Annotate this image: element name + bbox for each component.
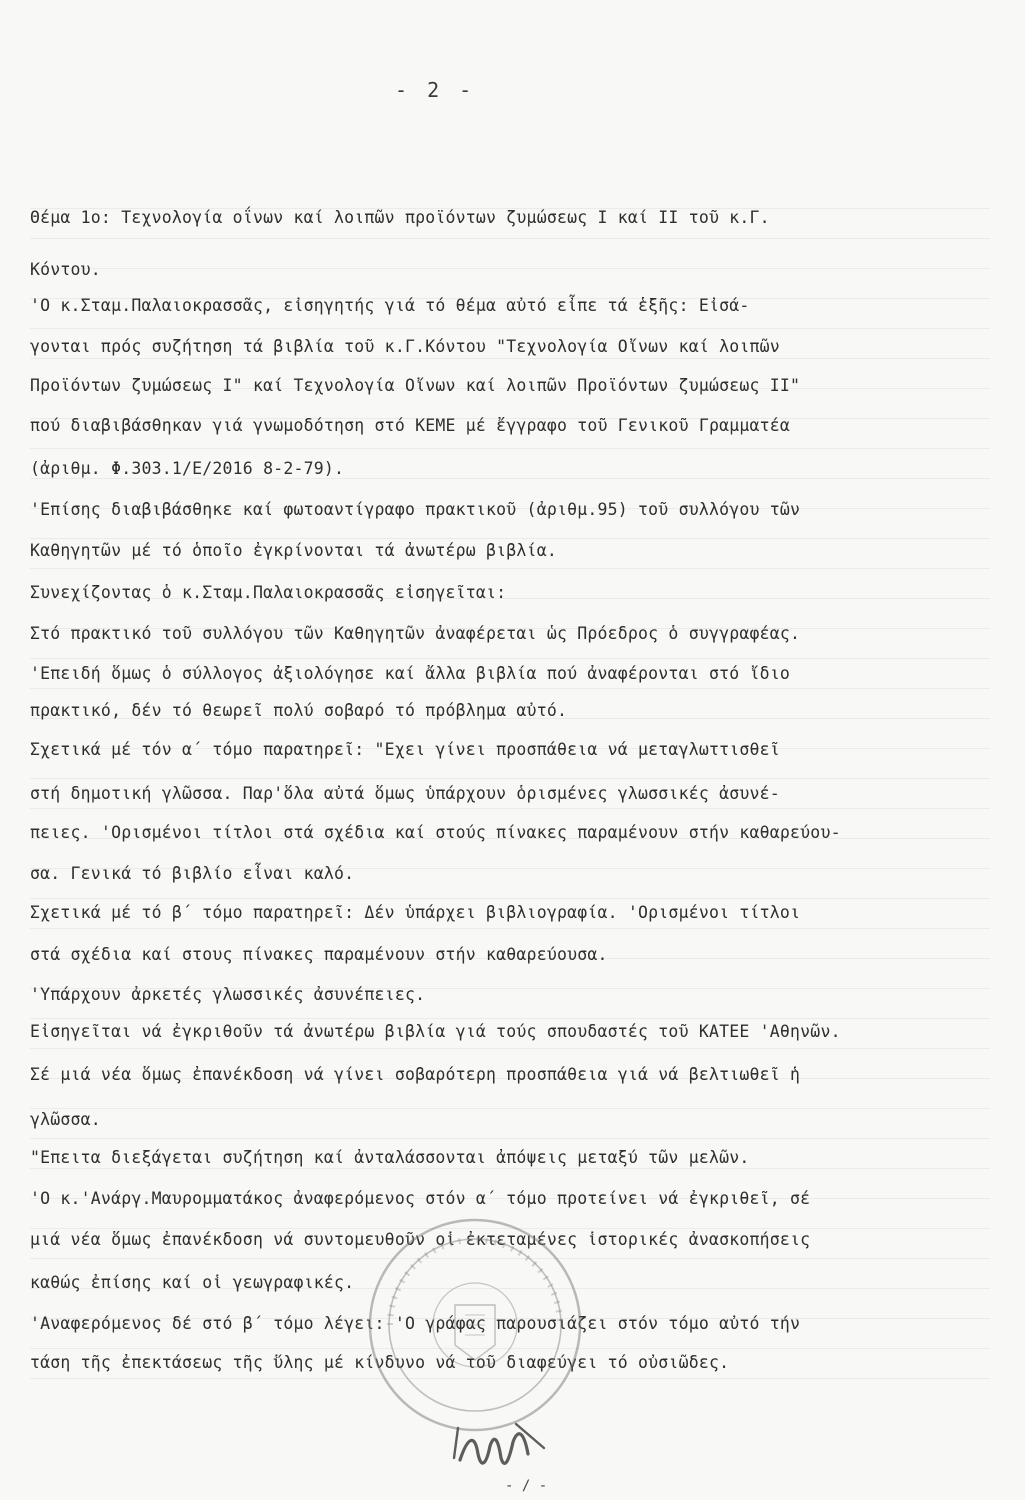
text-line: Συνεχίζοντας ὁ κ.Σταμ.Παλαιοκρασσᾶς εἰσηγεῖται: bbox=[30, 583, 507, 602]
text-line: στά σχέδια καί στους πίνακες παραμένουν στήν καθαρεύουσα. bbox=[30, 945, 608, 964]
text-line: Σχετικά μέ τόν α΄ τόμο παρατηρεῖ: "Εχει γίνει προσπάθεια νά μεταγλωττισθεῖ bbox=[30, 740, 780, 759]
text-line: πρακτικό, δέν τό θεωρεῖ πολύ σοβαρό τό πρόβλημα αὐτό. bbox=[30, 701, 568, 720]
text-line: Κόντου. bbox=[30, 260, 101, 279]
text-line: μιά νέα ὅμως ἐπανέκδοση νά συντομευθοῦν οἱ ἐκτεταμένες ἱστορικές ἀνασκοπήσεις bbox=[30, 1230, 811, 1249]
text-line: Προϊόντων ζυμώσεως Ι" καί Τεχνολογία Οἴνων καί λοιπῶν Προϊόντων ζυμώσεως ΙΙ" bbox=[30, 376, 801, 395]
text-line: πειες. 'Ορισμένοι τίτλοι στά σχέδια καί στούς πίνακες παραμένουν στήν καθαρεύου- bbox=[30, 823, 841, 842]
text-line: Σχετικά μέ τό β΄ τόμο παρατηρεῖ: Δέν ὑπάρχει βιβλιογραφία. 'Ορισμένοι τίτλοι bbox=[30, 903, 801, 922]
text-line: "Επειτα διεξάγεται συζήτηση καί ἀνταλάσσονται ἀπόψεις μεταξύ τῶν μελῶν. bbox=[30, 1148, 750, 1167]
text-line: Εἰσηγεῖται νά ἐγκριθοῦν τά ἀνωτέρω βιβλία γιά τούς σπουδαστές τοῦ ΚΑΤΕΕ 'Αθηνῶν. bbox=[30, 1022, 841, 1041]
text-line: 'Υπάρχουν ἀρκετές γλωσσικές ἀσυνέπειες. bbox=[30, 985, 426, 1004]
text-line: Στό πρακτικό τοῦ συλλόγου τῶν Καθηγητῶν ἀναφέρεται ὡς Πρόεδρος ὁ συγγραφέας. bbox=[30, 624, 801, 643]
continuation-mark: - / - bbox=[505, 1478, 548, 1494]
text-line: (ἀριθμ. Φ.303.1/Ε/2016 8-2-79). bbox=[30, 459, 345, 478]
text-line: 'Ο κ.Σταμ.Παλαιοκρασσᾶς, εἰσηγητής γιά τό θέμα αὐτό εἶπε τά ἑξῆς: Εἰσά- bbox=[30, 296, 750, 315]
text-line: Καθηγητῶν μέ τό ὁποῖο ἐγκρίνονται τά ἀνωτέρω βιβλία. bbox=[30, 541, 557, 560]
text-line: καθώς ἐπίσης καί οἱ γεωγραφικές. bbox=[30, 1273, 355, 1292]
text-line: τάση τῆς ἐπεκτάσεως τῆς ὕλης μέ κίνδυνο νά τοῦ διαφεύγει τό οὐσιῶδες. bbox=[30, 1353, 730, 1372]
text-line: Σέ μιά νέα ὅμως ἐπανέκδοση νά γίνει σοβαρότερη προσπάθεια γιά νά βελτιωθεῖ ἡ bbox=[30, 1065, 801, 1084]
page-number: - 2 - bbox=[395, 78, 476, 102]
text-line: στή δημοτική γλῶσσα. Παρ'ὅλα αὐτά ὅμως ὑπάρχουν ὁρισμένες γλωσσικές ἀσυνέ- bbox=[30, 784, 780, 803]
text-line: 'Ο κ.'Ανάργ.Μαυρομματάκος ἀναφερόμενος στόν α΄ τόμο προτείνει νά ἐγκριθεῖ, σέ bbox=[30, 1189, 811, 1208]
handwritten-signature bbox=[440, 1410, 560, 1480]
text-line: Θέμα 1ο: Τεχνολογία οΐνων καί λοιπῶν προϊόντων ζυμώσεως Ι καί ΙΙ τοῦ κ.Γ. bbox=[30, 208, 770, 227]
text-line: γονται πρός συζήτηση τά βιβλία τοῦ κ.Γ.Κόντου "Τεχνολογία Οἴνων καί λοιπῶν bbox=[30, 337, 780, 356]
official-seal-icon bbox=[360, 1210, 590, 1440]
text-line: γλῶσσα. bbox=[30, 1110, 101, 1129]
text-line: 'Αναφερόμενος δέ στό β΄ τόμο λέγει: 'Ο γράφας παρουσιάζει στόν τόμο αὐτό τήν bbox=[30, 1314, 801, 1333]
text-line: 'Επειδή ὅμως ὁ σύλλογος ἀξιολόγησε καί ἄλλα βιβλία πού ἀναφέρονται στό ἴδιο bbox=[30, 664, 791, 683]
text-line: 'Επίσης διαβιβάσθηκε καί φωτοαντίγραφο πρακτικοῦ (ἀριθμ.95) τοῦ συλλόγου τῶν bbox=[30, 500, 801, 519]
text-line: σα. Γενικά τό βιβλίο εἶναι καλό. bbox=[30, 864, 355, 883]
text-line: πού διαβιβάσθηκαν γιά γνωμοδότηση στό ΚΕΜΕ μέ ἔγγραφο τοῦ Γενικοῦ Γραμματέα bbox=[30, 416, 791, 435]
